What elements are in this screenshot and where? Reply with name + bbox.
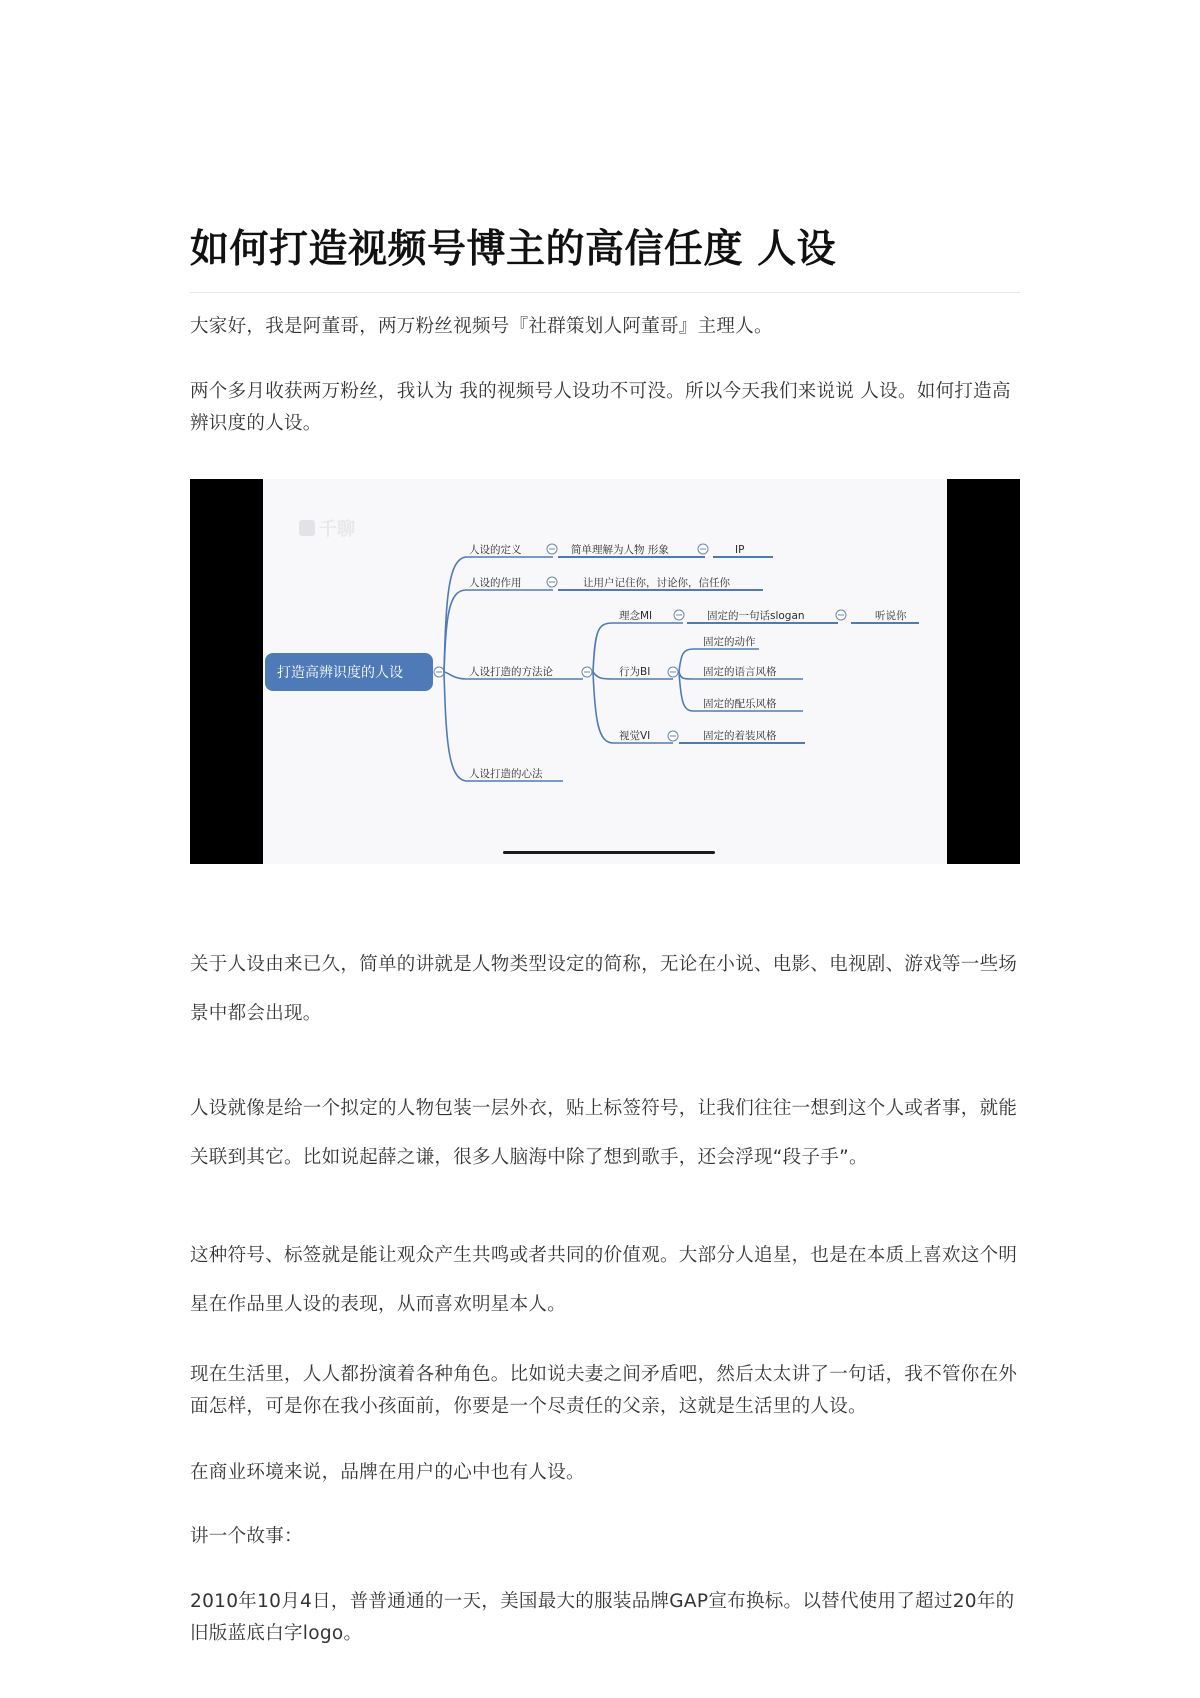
node-def-child-2: IP [735, 544, 745, 556]
article-title: 如何打造视频号博主的高信任度 人设 [190, 227, 837, 272]
title-divider [190, 292, 1020, 293]
mindmap-root-label: 打造高辨识度的人设 [277, 665, 403, 681]
node-use-child-1: 让用户记住你，讨论你，信任你 [583, 577, 730, 589]
paragraph-3: 人设就像是给一个拟定的人物包装一层外衣，贴上标签符号，让我们往往一想到这个人或者事，就能关联到其它。比如说起薛之谦，很多人脑海中除了想到歌手，还会浮现“段子手”。 [190, 1098, 1018, 1168]
paragraph-8: 2010年10月4日，普普通通的一天，美国最大的服装品牌GAP宣布换标。以替代使用了超过20年的旧版蓝底白字logo。 [190, 1591, 1015, 1644]
mindmap-slide [263, 479, 947, 864]
watermark-text: 千聊 [319, 519, 355, 540]
mindmap-diagram [263, 479, 947, 864]
branch-use [444, 590, 553, 672]
paragraph-4: 这种符号、标签就是能让观众产生共鸣或者共同的价值观。大部分人追星，也是在本质上喜欢这个明星在作品里人设的表现，从而喜欢明星本人。 [190, 1245, 1018, 1315]
node-mi: 理念MI [619, 610, 653, 622]
mindmap-video-frame[interactable] [190, 479, 1020, 864]
paragraph-6: 在商业环境来说，品牌在用户的心中也有人设。 [190, 1462, 585, 1483]
paragraph-intro: 大家好，我是阿董哥，两万粉丝视频号『社群策划人阿董哥』主理人。 [190, 316, 773, 337]
node-method: 人设打造的方法论 [469, 666, 553, 678]
node-bi-child-1: 固定的动作 [703, 636, 756, 648]
paragraph-7: 讲一个故事： [190, 1526, 303, 1547]
node-def-child-1: 简单理解为人物 形象 [571, 544, 669, 556]
node-bi: 行为BI [619, 666, 651, 678]
node-mi-child-1: 固定的一句话slogan [707, 610, 805, 622]
node-vi: 视觉VI [619, 730, 651, 742]
watermark-logo-icon [299, 520, 315, 536]
paragraph-5: 现在生活里，人人都扮演着各种角色。比如说夫妻之间矛盾吧，然后太太讲了一句话，我不管你在外面怎样，可是你在我小孩面前，你要是一个尽责任的父亲，这就是生活里的人设。 [190, 1364, 1018, 1417]
node-mi-child-2: 听说你 [875, 610, 907, 622]
video-progress-bar[interactable] [503, 851, 715, 854]
branch-mi [593, 623, 683, 672]
paragraph-1: 两个多月收获两万粉丝，我认为 我的视频号人设功不可没。所以今天我们来说说 人设。如何打造高辨识度的人设。 [190, 381, 1011, 434]
node-bi-child-3: 固定的配乐风格 [703, 698, 777, 710]
paragraph-2: 关于人设由来已久，简单的讲就是人物类型设定的简称，无论在小说、电影、电视剧、游戏等一些场景中都会出现。 [190, 954, 1018, 1024]
node-vi-child-1: 固定的着装风格 [703, 730, 777, 742]
node-def: 人设的定义 [469, 544, 522, 556]
branch-mind [444, 672, 563, 781]
node-use: 人设的作用 [469, 577, 522, 589]
node-bi-child-2: 固定的语言风格 [703, 666, 777, 678]
node-mind: 人设打造的心法 [469, 768, 543, 780]
branch-def [444, 557, 553, 672]
